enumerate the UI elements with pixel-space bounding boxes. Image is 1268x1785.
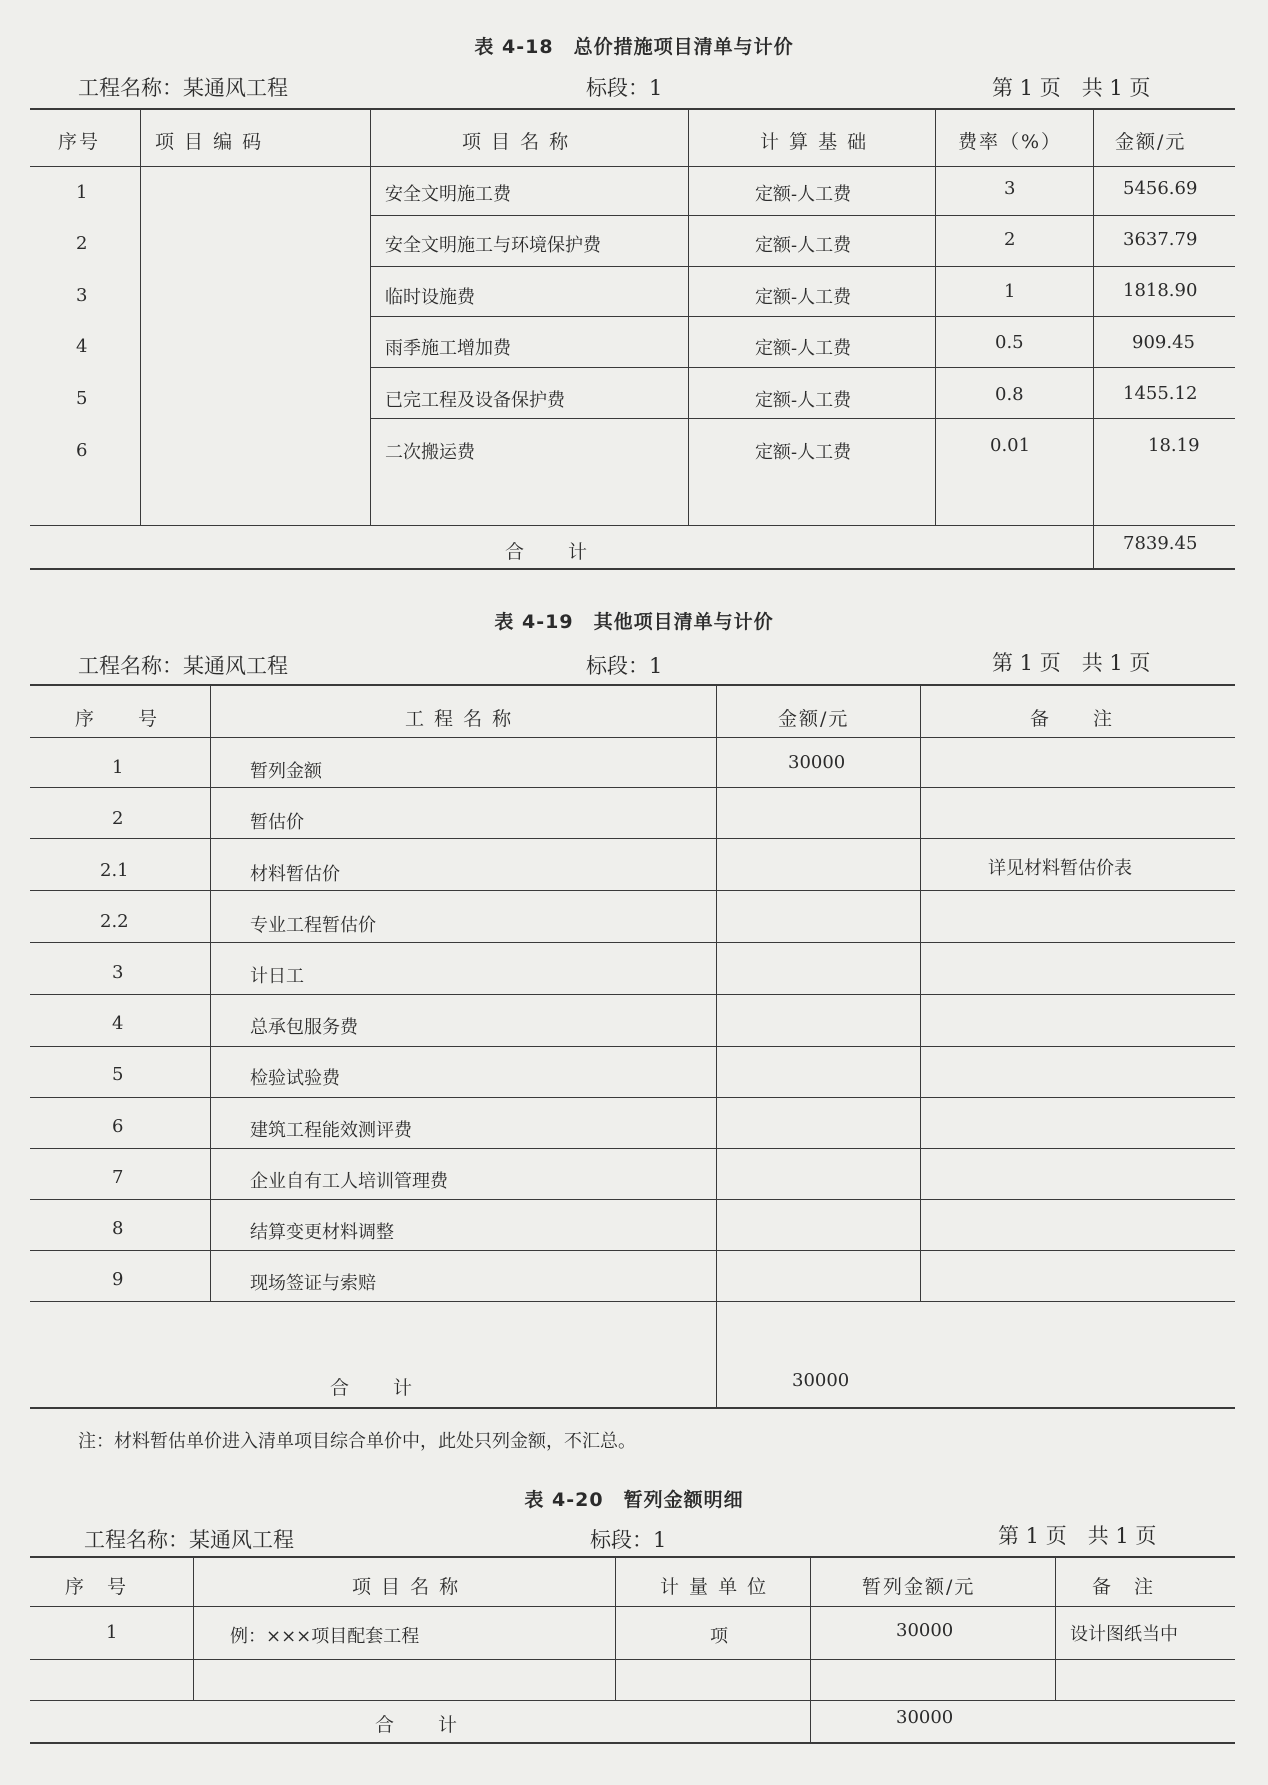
table3-title: 表 4-20 暂列金额明细 (524, 1489, 744, 1511)
table2-title: 表 4-19 其他项目清单与计价 (494, 611, 774, 633)
row-no: 5 (112, 1064, 124, 1085)
row-no: 3 (76, 285, 88, 306)
row-note: 详见材料暂估价表 (988, 858, 1132, 879)
row-no: 1 (76, 182, 88, 203)
row-name: 现场签证与索赔 (250, 1273, 376, 1294)
row-unit: 项 (710, 1626, 728, 1647)
table3-section: 标段：1 (590, 1528, 667, 1552)
table2-header-note: 备 注 (1030, 708, 1115, 730)
row-name: 材料暂估价 (250, 864, 340, 885)
row-name: 企业自有工人培训管理费 (250, 1171, 448, 1192)
row-rate: 1 (1004, 281, 1016, 302)
table2-total-amount: 30000 (792, 1370, 850, 1391)
row-amount: 1455.12 (1123, 383, 1198, 404)
table3-total-amount: 30000 (896, 1707, 954, 1728)
row-name: 结算变更材料调整 (250, 1222, 394, 1243)
row-rate: 2 (1004, 229, 1016, 250)
row-amount: 5456.69 (1123, 178, 1198, 199)
row-no: 3 (112, 962, 124, 983)
row-amount: 30000 (788, 752, 846, 773)
row-no: 1 (106, 1622, 118, 1643)
table1-header-base: 计 算 基 础 (760, 131, 869, 153)
row-amount: 909.45 (1132, 332, 1195, 353)
table2-section: 标段：1 (586, 654, 663, 678)
row-no: 2.2 (100, 911, 129, 932)
table3-header-note: 备 注 (1092, 1576, 1156, 1598)
row-name: 雨季施工增加费 (385, 338, 511, 359)
table1-page-info: 第 1 页 共 1 页 (992, 76, 1151, 100)
row-name: 例：×××项目配套工程 (230, 1626, 420, 1647)
table3-header-unit: 计 量 单 位 (660, 1576, 769, 1598)
table2-footnote: 注：材料暂估单价进入清单项目综合单价中，此处只列金额，不汇总。 (78, 1431, 636, 1452)
table2-page-info: 第 1 页 共 1 页 (992, 651, 1151, 675)
table3-project-name: 工程名称：某通风工程 (84, 1528, 294, 1552)
table1-total-label: 合 计 (505, 541, 590, 563)
row-no: 4 (76, 336, 88, 357)
row-name: 总承包服务费 (250, 1017, 358, 1038)
table1-header-name: 项 目 名 称 (462, 131, 571, 153)
row-no: 1 (112, 757, 124, 778)
row-no: 2 (112, 808, 124, 829)
row-rate: 0.5 (995, 332, 1024, 353)
row-base: 定额-人工费 (755, 390, 852, 411)
row-name: 临时设施费 (385, 287, 475, 308)
table1-header-no: 序号 (58, 131, 101, 153)
row-name: 暂列金额 (250, 761, 322, 782)
row-amount: 18.19 (1148, 435, 1200, 456)
row-rate: 0.8 (995, 384, 1024, 405)
row-no: 2.1 (100, 860, 129, 881)
row-note: 设计图纸当中 (1070, 1624, 1178, 1645)
row-name: 计日工 (250, 966, 304, 987)
table3-header-no: 序 号 (65, 1576, 129, 1598)
row-rate: 0.01 (990, 435, 1031, 456)
table1-total-amount: 7839.45 (1123, 533, 1198, 554)
row-base: 定额-人工费 (755, 338, 852, 359)
row-no: 6 (112, 1116, 124, 1137)
row-base: 定额-人工费 (755, 442, 852, 463)
table2-header-amount: 金额/元 (778, 708, 850, 730)
table1-header-amount: 金额/元 (1115, 131, 1187, 153)
row-no: 2 (76, 233, 88, 254)
row-no: 6 (76, 440, 88, 461)
table3-header-name: 项 目 名 称 (352, 1576, 461, 1598)
row-no: 9 (112, 1269, 124, 1290)
row-name: 暂估价 (250, 812, 304, 833)
table1-header-rate: 费率（%） (958, 131, 1063, 153)
row-amount: 3637.79 (1123, 229, 1198, 250)
table1-project-name: 工程名称：某通风工程 (78, 76, 288, 100)
table2-total-label: 合 计 (330, 1377, 415, 1399)
table2-header-no: 序 号 (75, 708, 160, 730)
table1-title: 表 4-18 总价措施项目清单与计价 (474, 36, 794, 58)
table3-page-info: 第 1 页 共 1 页 (998, 1524, 1157, 1548)
row-amount: 1818.90 (1123, 280, 1198, 301)
row-no: 8 (112, 1218, 124, 1239)
row-base: 定额-人工费 (755, 287, 852, 308)
row-base: 定额-人工费 (755, 235, 852, 256)
row-name: 已完工程及设备保护费 (385, 390, 565, 411)
row-name: 检验试验费 (250, 1068, 340, 1089)
row-name: 安全文明施工与环境保护费 (385, 235, 601, 256)
row-rate: 3 (1004, 178, 1016, 199)
row-no: 5 (76, 388, 88, 409)
table2-project-name: 工程名称：某通风工程 (78, 654, 288, 678)
row-amount: 30000 (896, 1620, 954, 1641)
table1-header-code: 项 目 编 码 (155, 131, 264, 153)
table2-header-name: 工 程 名 称 (405, 708, 514, 730)
table1-section: 标段：1 (586, 76, 663, 100)
row-no: 7 (112, 1167, 124, 1188)
row-name: 建筑工程能效测评费 (250, 1120, 412, 1141)
table3-total-label: 合 计 (375, 1714, 460, 1736)
table3-header-amount: 暂列金额/元 (862, 1576, 976, 1598)
row-no: 4 (112, 1013, 124, 1034)
row-name: 专业工程暂估价 (250, 915, 376, 936)
row-name: 二次搬运费 (385, 442, 475, 463)
row-name: 安全文明施工费 (385, 184, 511, 205)
row-base: 定额-人工费 (755, 184, 852, 205)
